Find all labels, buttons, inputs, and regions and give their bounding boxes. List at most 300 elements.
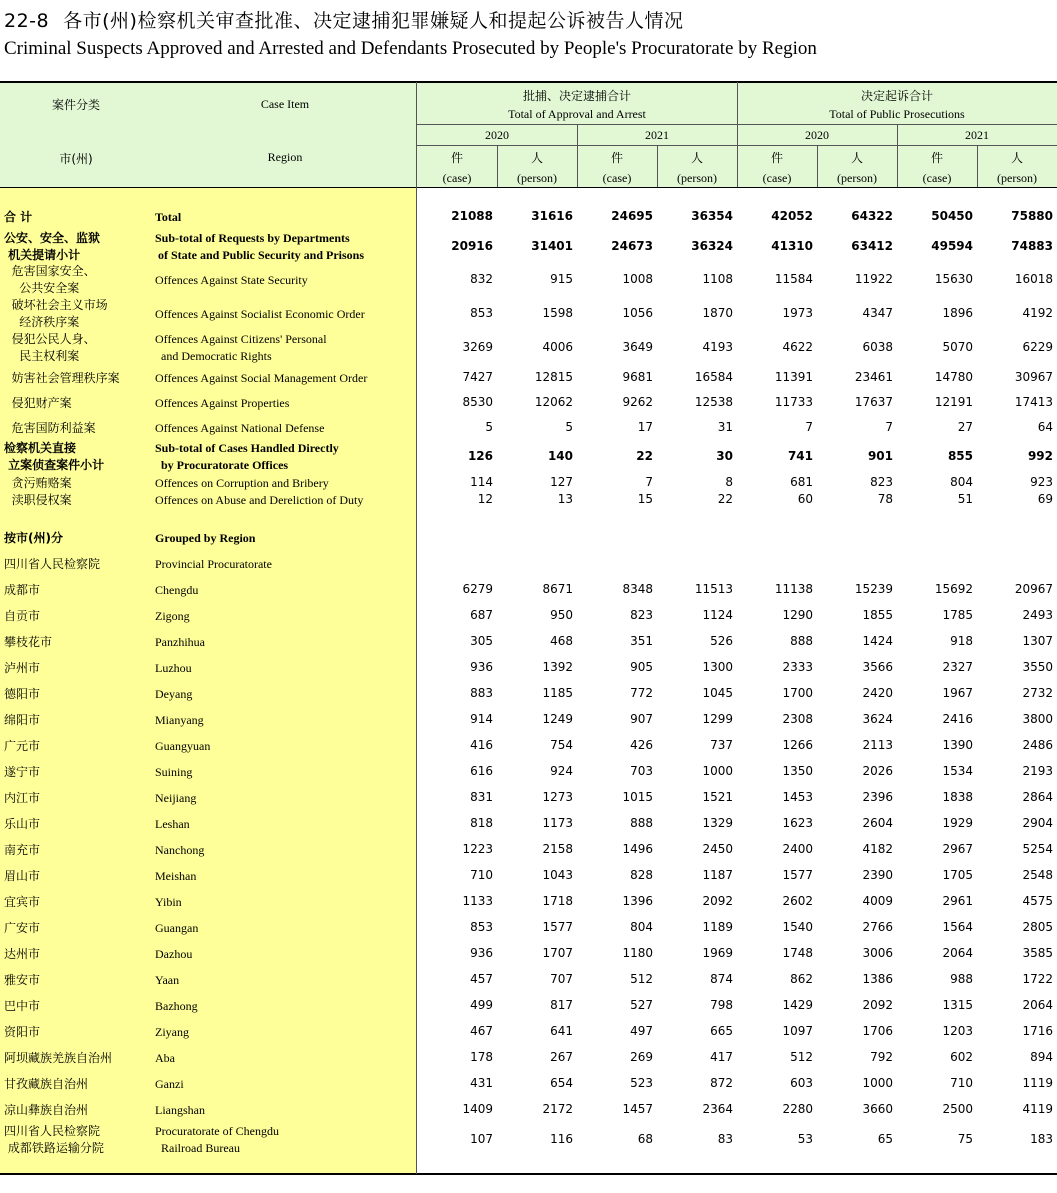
table-cell: 2158 [542, 842, 573, 856]
row-label-en [155, 894, 182, 911]
row-label-en [155, 475, 329, 492]
table-cell: 1307 [1022, 634, 1053, 648]
title-zh [4, 6, 683, 33]
table-cell: 7427 [462, 370, 493, 384]
table-cell: 603 [790, 1076, 813, 1090]
row-label-en [155, 998, 198, 1015]
table-cell: 9681 [622, 370, 653, 384]
table-cell: 823 [870, 475, 893, 489]
table-cell: 2026 [862, 764, 893, 778]
row-label-zh-line: 眉山市 [4, 868, 41, 883]
table-cell: 23461 [854, 370, 893, 384]
row-label-en-line: Sub-total of Requests by Departments [155, 231, 350, 245]
row-label-zh [4, 764, 40, 781]
row-label-zh [4, 920, 40, 937]
table-cell: 616 [470, 764, 493, 778]
table-cell: 2420 [862, 686, 893, 700]
row-label-zh-line: 泸州市 [4, 660, 41, 675]
row-label-zh-line: 甘孜藏族自治州 [4, 1076, 89, 1091]
row-label-zh [4, 1123, 104, 1157]
row-label-zh-line: 机关提请小计 [4, 248, 81, 262]
unit-en: (person) [997, 171, 1037, 185]
table-cell: 1133 [462, 894, 493, 908]
row-label-en [155, 492, 363, 509]
row-label-zh [4, 608, 40, 625]
table-cell: 1748 [782, 946, 813, 960]
table-cell: 1124 [702, 608, 733, 622]
table-cell: 2416 [942, 712, 973, 726]
table-cell: 4192 [1022, 306, 1053, 320]
table-cell: 31401 [531, 239, 573, 253]
row-label-zh-line: 德阳市 [4, 686, 41, 701]
row-label-en-line: Bazhong [155, 998, 198, 1013]
row-label-en [155, 530, 255, 547]
row-label-en [155, 230, 364, 264]
row-label-en-line: Offences Against National Defense [155, 420, 325, 435]
table-cell: 183 [1030, 1132, 1053, 1146]
table-cell: 883 [470, 686, 493, 700]
row-label-en-line: Meishan [155, 868, 197, 883]
table-cell: 2732 [1022, 686, 1053, 700]
row-label-en [155, 370, 367, 387]
row-label-en [155, 420, 324, 437]
row-label-zh-line: 成都铁路运输分院 [4, 1141, 104, 1155]
row-label-zh-line: 四川省人民检察院 [4, 556, 101, 571]
row-label-zh-line: 资阳市 [4, 1024, 41, 1039]
table-cell: 1838 [942, 790, 973, 804]
table-cell: 267 [550, 1050, 573, 1064]
row-label-en-line: Total [155, 209, 182, 224]
row-label-zh-line: 检察机关直接 [4, 441, 77, 455]
table-cell: 64 [1037, 420, 1053, 434]
row-label-zh [4, 842, 40, 859]
table-cell: 602 [950, 1050, 973, 1064]
table-cell: 140 [547, 449, 573, 463]
row-label-zh [4, 331, 96, 365]
group2-en: Total of Public Prosecutions [829, 107, 965, 121]
table-cell: 1043 [542, 868, 573, 882]
row-label-zh [4, 1050, 112, 1067]
table-cell: 2280 [782, 1102, 813, 1116]
table-cell: 901 [867, 449, 893, 463]
table-cell: 894 [1030, 1050, 1053, 1064]
row-label-en [155, 972, 179, 989]
table-cell: 1390 [942, 738, 973, 752]
row-label-zh [4, 946, 40, 963]
row-label-zh [4, 1102, 88, 1119]
table-cell: 924 [550, 764, 573, 778]
table-cell: 2967 [942, 842, 973, 856]
table-cell: 1598 [542, 306, 573, 320]
row-label-en-line: Yaan [155, 972, 180, 987]
table-cell: 3566 [862, 660, 893, 674]
table-cell: 416 [470, 738, 493, 752]
row-label-en-line: Panzhihua [155, 634, 205, 649]
row-label-zh-line: 贪污贿赂案 [4, 475, 72, 490]
title-en: Criminal Suspects Approved and Arrested and Defendants Prosecuted by People's Procuratorate by Region [4, 38, 817, 59]
row-label-en-line: Nanchong [155, 842, 205, 857]
table-cell: 50450 [931, 209, 973, 223]
table-cell: 754 [550, 738, 573, 752]
header-region-en: Region [267, 150, 303, 164]
table-cell: 874 [710, 972, 733, 986]
table-cell: 4006 [542, 340, 573, 354]
title-zh-text: 各市(州)检察机关审查批准、决定逮捕犯罪嫌疑人和提起公诉被告人情况 [63, 10, 684, 32]
year-divider [577, 124, 578, 187]
row-label-en-line: Ziyang [155, 1024, 189, 1039]
table-cell: 16584 [694, 370, 733, 384]
year-header: 2021 [645, 128, 669, 142]
table-cell: 426 [630, 738, 653, 752]
table-cell: 798 [710, 998, 733, 1012]
table-cell: 499 [470, 998, 493, 1012]
unit-zh: 人 [690, 151, 703, 165]
table-cell: 5254 [1022, 842, 1053, 856]
table-cell: 49594 [931, 239, 973, 253]
table-cell: 5 [485, 420, 493, 434]
row-label-zh-line: 内江市 [4, 790, 41, 805]
group1-en: Total of Approval and Arrest [508, 107, 646, 121]
table-cell: 64322 [851, 209, 893, 223]
row-label-en [155, 946, 192, 963]
table-cell: 2766 [862, 920, 893, 934]
unit-divider [657, 145, 658, 187]
table-cell: 1534 [942, 764, 973, 778]
row-label-zh [4, 686, 40, 703]
label-divider [416, 82, 417, 1174]
table-cell: 8671 [542, 582, 573, 596]
unit-en: (case) [922, 171, 952, 185]
row-label-en [155, 272, 308, 289]
row-label-en [155, 686, 192, 703]
table-cell: 1299 [702, 712, 733, 726]
table-cell: 107 [470, 1132, 493, 1146]
unit-zh: 件 [450, 151, 463, 165]
row-label-en [155, 1050, 175, 1067]
row-label-zh [4, 556, 100, 573]
row-label-zh-line: 攀枝花市 [4, 634, 53, 649]
table-cell: 4347 [862, 306, 893, 320]
table-cell: 2308 [782, 712, 813, 726]
row-label-zh [4, 530, 63, 547]
table-cell: 2364 [702, 1102, 733, 1116]
unit-en: (case) [762, 171, 792, 185]
row-label-en-line: and Democratic Rights [155, 349, 272, 363]
table-cell: 15692 [934, 582, 973, 596]
table-cell: 512 [790, 1050, 813, 1064]
table-cell: 22 [636, 449, 653, 463]
row-label-zh-line: 达州市 [4, 946, 41, 961]
table-cell: 1015 [622, 790, 653, 804]
table-cell: 804 [950, 475, 973, 489]
row-label-en-line: Procuratorate of Chengdu [155, 1124, 279, 1138]
table-cell: 1967 [942, 686, 973, 700]
table-cell: 12538 [694, 395, 733, 409]
row-label-en-line: Sub-total of Cases Handled Directly [155, 441, 339, 455]
row-label-zh-line: 危害国家安全、 [4, 264, 96, 278]
table-cell: 1623 [782, 816, 813, 830]
table-cell: 1870 [702, 306, 733, 320]
row-label-en [155, 790, 196, 807]
row-label-en-line: Mianyang [155, 712, 204, 727]
table-cell: 68 [637, 1132, 653, 1146]
table-cell: 914 [470, 712, 493, 726]
table-cell: 1000 [702, 764, 733, 778]
table-cell: 1396 [622, 894, 653, 908]
table-cell: 11513 [694, 582, 733, 596]
header-case-en: Case Item [260, 97, 310, 111]
row-label-en-line: by Procuratorate Offices [155, 458, 289, 472]
top-rule [0, 81, 1057, 83]
table-cell: 1173 [542, 816, 573, 830]
table-cell: 8 [725, 475, 733, 489]
table-cell: 1266 [782, 738, 813, 752]
table-cell: 468 [550, 634, 573, 648]
table-cell: 832 [470, 272, 493, 286]
unit-divider [817, 145, 818, 187]
row-label-zh-line: 广元市 [4, 738, 41, 753]
table-cell: 8348 [622, 582, 653, 596]
row-label-en-line: Grouped by Region [155, 530, 256, 545]
row-label-zh [4, 420, 96, 437]
table-cell: 1716 [1022, 1024, 1053, 1038]
table-cell: 31616 [531, 209, 573, 223]
table-cell: 11733 [774, 395, 813, 409]
table-cell: 1496 [622, 842, 653, 856]
table-cell: 523 [630, 1076, 653, 1090]
table-cell: 1929 [942, 816, 973, 830]
table-cell: 2064 [942, 946, 973, 960]
table-cell: 2805 [1022, 920, 1053, 934]
table-cell: 75 [957, 1132, 973, 1146]
table-cell: 2493 [1022, 608, 1053, 622]
row-label-en-line: Yibin [155, 894, 182, 909]
group-divider [737, 82, 738, 187]
table-cell: 24695 [611, 209, 653, 223]
unit-divider [497, 145, 498, 187]
table-cell: 872 [710, 1076, 733, 1090]
table-cell: 83 [717, 1132, 733, 1146]
table-cell: 888 [630, 816, 653, 830]
table-cell: 36324 [691, 239, 733, 253]
row-label-zh-line: 绵阳市 [4, 712, 41, 727]
row-label-en [155, 1076, 184, 1093]
table-cell: 6038 [862, 340, 893, 354]
table-cell: 11391 [774, 370, 813, 384]
row-label-zh [4, 395, 72, 412]
table-cell: 3550 [1022, 660, 1053, 674]
table-cell: 1896 [942, 306, 973, 320]
table-cell: 12191 [934, 395, 973, 409]
unit-en: (case) [602, 171, 632, 185]
table-cell: 641 [550, 1024, 573, 1038]
table-cell: 855 [947, 449, 973, 463]
table-cell: 3624 [862, 712, 893, 726]
table-cell: 1706 [862, 1024, 893, 1038]
row-label-en-line: Offences Against Social Management Order [155, 370, 368, 385]
table-cell: 1290 [782, 608, 813, 622]
table-number: 22-8 [4, 10, 50, 32]
row-label-en [155, 395, 289, 412]
table-cell: 2193 [1022, 764, 1053, 778]
table-cell: 707 [550, 972, 573, 986]
table-cell: 907 [630, 712, 653, 726]
table-cell: 11138 [774, 582, 813, 596]
row-label-en-line: Chengdu [155, 582, 199, 597]
row-label-zh-line: 四川省人民检察院 [4, 1124, 101, 1138]
table-cell: 4009 [862, 894, 893, 908]
table-cell: 2602 [782, 894, 813, 908]
unit-zh: 件 [770, 151, 783, 165]
table-cell: 5 [565, 420, 573, 434]
table-cell: 74883 [1011, 239, 1053, 253]
row-label-zh-line: 妨害社会管理秩序案 [4, 370, 120, 385]
table-cell: 1577 [782, 868, 813, 882]
unit-zh: 件 [930, 151, 943, 165]
table-cell: 687 [470, 608, 493, 622]
table-cell: 710 [950, 1076, 973, 1090]
table-cell: 3006 [862, 946, 893, 960]
row-label-zh [4, 712, 40, 729]
table-cell: 2500 [942, 1102, 973, 1116]
table-cell: 2064 [1022, 998, 1053, 1012]
table-cell: 1180 [622, 946, 653, 960]
row-label-en-line: Offences Against Properties [155, 395, 290, 410]
table-cell: 30 [716, 449, 733, 463]
table-cell: 7 [885, 420, 893, 434]
table-cell: 4622 [782, 340, 813, 354]
table-cell: 2548 [1022, 868, 1053, 882]
table-cell: 3800 [1022, 712, 1053, 726]
table-cell: 862 [790, 972, 813, 986]
group2-zh: 决定起诉合计 [860, 89, 933, 103]
row-label-en [155, 1123, 279, 1157]
table-cell: 2396 [862, 790, 893, 804]
row-label-zh-line: 合 计 [4, 209, 33, 224]
table-cell: 1707 [542, 946, 573, 960]
year-header: 2021 [965, 128, 989, 142]
row-label-zh [4, 475, 72, 492]
row-label-en-line: Provincial Procuratorate [155, 556, 272, 571]
row-label-en [155, 920, 198, 937]
table-cell: 42052 [771, 209, 813, 223]
table-cell: 1700 [782, 686, 813, 700]
table-cell: 831 [470, 790, 493, 804]
table-cell: 923 [1030, 475, 1053, 489]
table-cell: 36354 [691, 209, 733, 223]
table-cell: 918 [950, 634, 973, 648]
table-cell: 467 [470, 1024, 493, 1038]
table-cell: 1189 [702, 920, 733, 934]
row-label-zh [4, 440, 104, 474]
table-cell: 1722 [1022, 972, 1053, 986]
unit-zh: 件 [610, 151, 623, 165]
row-label-en-line: of State and Public Security and Prisons [155, 248, 365, 262]
row-label-en-line: Ganzi [155, 1076, 184, 1091]
row-label-en-line: Liangshan [155, 1102, 205, 1117]
table-cell: 3649 [622, 340, 653, 354]
row-label-zh [4, 209, 32, 226]
row-label-zh [4, 868, 40, 885]
table-cell: 1429 [782, 998, 813, 1012]
table-cell: 30967 [1014, 370, 1053, 384]
row-label-en [155, 1102, 205, 1119]
row-label-zh-line: 公安、安全、监狱 [4, 231, 101, 245]
table-cell: 1223 [462, 842, 493, 856]
header-region-zh: 市(州) [59, 152, 93, 166]
row-label-en-line: Deyang [155, 686, 193, 701]
table-cell: 710 [470, 868, 493, 882]
table-cell: 988 [950, 972, 973, 986]
table-cell: 351 [630, 634, 653, 648]
row-label-zh-line: 雅安市 [4, 972, 41, 987]
table-cell: 888 [790, 634, 813, 648]
row-label-en-line: Zigong [155, 608, 190, 623]
table-cell: 2604 [862, 816, 893, 830]
row-label-en [155, 868, 196, 885]
table-cell: 828 [630, 868, 653, 882]
unit-zh: 人 [850, 151, 863, 165]
row-label-en [155, 738, 210, 755]
table-cell: 126 [467, 449, 493, 463]
row-label-zh [4, 972, 40, 989]
table-cell: 950 [550, 608, 573, 622]
table-cell: 9262 [622, 395, 653, 409]
table-cell: 16018 [1014, 272, 1053, 286]
table-cell: 17 [637, 420, 653, 434]
table-cell: 936 [470, 946, 493, 960]
table-cell: 1350 [782, 764, 813, 778]
table-cell: 1564 [942, 920, 973, 934]
table-cell: 78 [877, 492, 893, 506]
row-label-zh-line: 宜宾市 [4, 894, 41, 909]
row-label-en [155, 816, 190, 833]
unit-zh: 人 [1010, 151, 1023, 165]
group1-zh: 批捕、决定逮捕合计 [522, 89, 631, 103]
table-cell: 4182 [862, 842, 893, 856]
table-cell: 2961 [942, 894, 973, 908]
row-label-en [155, 556, 272, 573]
table-cell: 457 [470, 972, 493, 986]
row-label-en-line: Offences Against State Security [155, 272, 308, 287]
table-cell: 818 [470, 816, 493, 830]
table-cell: 665 [710, 1024, 733, 1038]
table-cell: 853 [470, 920, 493, 934]
table-cell: 512 [630, 972, 653, 986]
table-cell: 60 [797, 492, 813, 506]
row-label-en-line: Dazhou [155, 946, 193, 961]
row-label-en-line: Guangan [155, 920, 199, 935]
row-label-zh [4, 370, 120, 387]
table-cell: 11584 [774, 272, 813, 286]
table-cell: 6279 [462, 582, 493, 596]
row-label-zh [4, 894, 40, 911]
table-cell: 75880 [1011, 209, 1053, 223]
table-cell: 116 [550, 1132, 573, 1146]
table-cell: 21088 [451, 209, 493, 223]
table-cell: 114 [470, 475, 493, 489]
table-cell: 1521 [702, 790, 733, 804]
table-cell: 823 [630, 608, 653, 622]
table-cell: 527 [630, 998, 653, 1012]
row-label-zh [4, 297, 108, 331]
table-cell: 12062 [534, 395, 573, 409]
table-cell: 741 [787, 449, 813, 463]
table-cell: 51 [957, 492, 973, 506]
table-cell: 1300 [702, 660, 733, 674]
year-divider [897, 124, 898, 187]
table-cell: 1008 [622, 272, 653, 286]
